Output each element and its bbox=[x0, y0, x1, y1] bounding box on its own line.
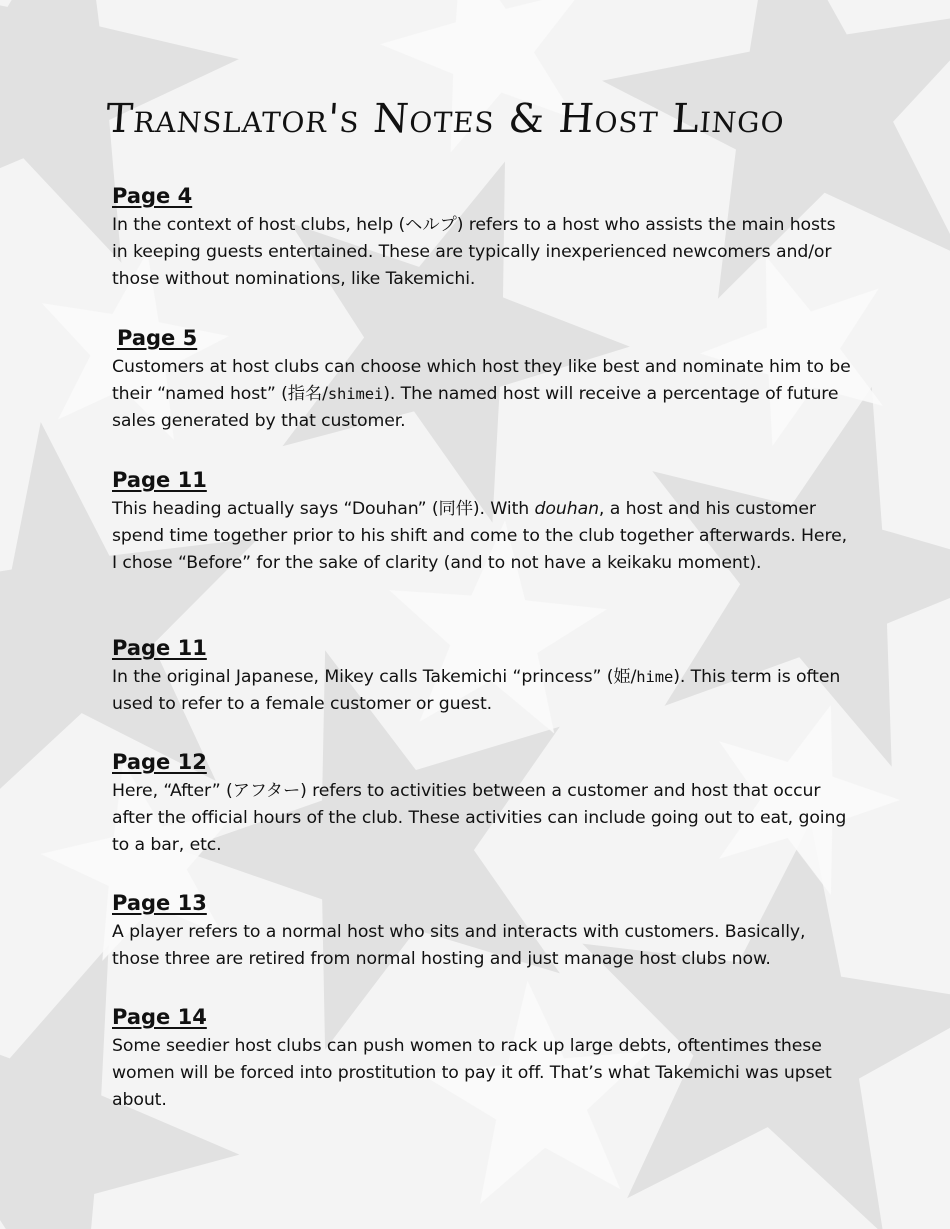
section-body bbox=[112, 496, 852, 577]
note-section bbox=[112, 749, 852, 859]
section-heading: Page 5 bbox=[117, 326, 198, 350]
romaji-term: shimei bbox=[327, 385, 384, 403]
note-section bbox=[112, 1004, 852, 1114]
note-section bbox=[112, 890, 852, 973]
body-text: In the context of host clubs, help (ヘルプ) refers to a host who assists the main hosts in keeping guests entertained. These are typically inexperienced newcomers and/or those without nominations, like Takemichi. bbox=[112, 215, 836, 289]
section-body bbox=[112, 212, 852, 293]
body-text: In the original Japanese, Mikey calls Takemichi “princess” (姫/ bbox=[112, 667, 637, 687]
section-heading: Page 11 bbox=[112, 636, 207, 660]
italic-term: douhan bbox=[534, 499, 599, 519]
note-section bbox=[112, 325, 852, 435]
body-text: A player refers to a normal host who sits and interacts with customers. Basically, those three are retired from normal hosting and just manage host clubs now. bbox=[112, 922, 806, 969]
section-heading: Page 4 bbox=[112, 184, 193, 208]
body-text: Customers at host clubs can choose which host they like best and nominate him to be their “named host” (指名/ bbox=[112, 357, 851, 404]
note-section bbox=[112, 183, 852, 293]
body-text: Here, “After” (アフター) refers to activities between a customer and host that occur after the official hours of the club. These activities can include going out to eat, going to a bar, etc. bbox=[112, 781, 847, 855]
section-heading: Page 14 bbox=[112, 1005, 207, 1029]
romaji-term: hime bbox=[636, 668, 674, 686]
body-text: This heading actually says “Douhan” (同伴). With bbox=[112, 499, 535, 519]
section-body bbox=[112, 354, 852, 435]
body-text: , a host and his customer spend time together prior to his shift and come to the club together afterwards. Here, I chose “Before” for the sake of clarity (and to not have a keikaku moment). bbox=[112, 499, 848, 573]
section-body bbox=[112, 919, 852, 973]
note-section bbox=[112, 467, 852, 577]
page-title: Translator's Notes & Host Lingo bbox=[104, 96, 787, 142]
section-heading: Page 13 bbox=[112, 891, 207, 915]
section-body bbox=[112, 1033, 852, 1114]
body-text: ). This term is often used to refer to a female customer or guest. bbox=[112, 667, 841, 714]
section-body bbox=[112, 778, 852, 859]
body-text: Some seedier host clubs can push women to rack up large debts, oftentimes these women will be forced into prostitution to pay it off. That’s what Takemichi was upset about. bbox=[112, 1036, 832, 1110]
section-heading: Page 11 bbox=[112, 468, 207, 492]
body-text: ). The named host will receive a percentage of future sales generated by that customer. bbox=[112, 384, 839, 431]
section-heading: Page 12 bbox=[112, 750, 207, 774]
note-section bbox=[112, 635, 852, 718]
section-body bbox=[112, 664, 852, 718]
